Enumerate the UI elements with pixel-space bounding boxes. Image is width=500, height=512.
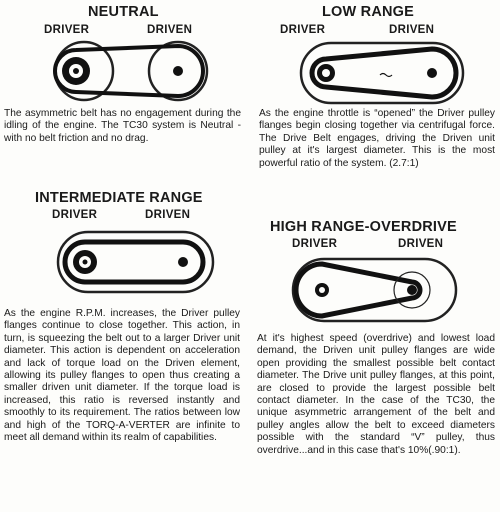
intermediate-range-description: As the engine R.P.M. increases, the Driver pulley flanges continue to close together. This action, in turn, is squeezing the belt out to a larger Driver unit diameter. This action is dependent on acceleration and lack of torque load on the Driven element, allowing its pulley flanges to open thus creating a smaller driven unit diameter. If the torque load is increased, this ratio is reversed instantly and smoothly to its requirement. The ratios between low and high of the TORQ-A-VERTER are infinite to meet all demand within its realm of capabilities. <box>4 308 240 444</box>
intermediate-range-driver-label: DRIVER <box>52 209 98 221</box>
high-range-driven-label: DRIVEN <box>398 238 444 250</box>
neutral-title: NEUTRAL <box>88 4 159 20</box>
neutral-driven-label: DRIVEN <box>147 24 193 36</box>
low-range-title: LOW RANGE <box>322 4 415 20</box>
high-range-driver-label: DRIVER <box>292 238 338 250</box>
neutral-driver-label: DRIVER <box>44 24 90 36</box>
low-range-pulley-diagram <box>298 40 468 106</box>
neutral-description: The asymmetric belt has no engagement during the idling of the engine. The TC30 system is Neutral -with no belt friction and no drag. <box>4 108 241 144</box>
intermediate-range-title: INTERMEDIATE RANGE <box>35 190 203 206</box>
intermediate-range-driven-label: DRIVEN <box>145 209 191 221</box>
low-range-driver-label: DRIVER <box>280 24 326 36</box>
low-range-driven-label: DRIVEN <box>389 24 435 36</box>
intermediate-range-pulley-diagram <box>55 229 217 297</box>
high-range-pulley-diagram <box>290 256 460 326</box>
high-range-title: HIGH RANGE-OVERDRIVE <box>270 219 457 235</box>
low-range-description: As the engine throttle is “opened” the Driver pulley flanges begin closing together via centrifugal force. The Drive Belt engages, driving the Driven unit pulley at it's largest diameter. This is the most powerful ratio of the system. (2.7:1) <box>259 108 495 169</box>
high-range-description: At it's highest speed (overdrive) and lowest load demand, the Driven unit pulley flanges are wide open providing the smallest possible belt contact diameter. The Drive unit pulley flanges, at this point, are closed to provide the largest possible belt contact diameter. In the case of the TC30, the unique asymmetric arrangement of the belt and pulley angles allow the belt to exceed diameters possible with the standard “V” pulley, thus overdrive...and in this case that's 10%(.90:1). <box>257 333 495 456</box>
neutral-pulley-diagram <box>52 40 212 104</box>
